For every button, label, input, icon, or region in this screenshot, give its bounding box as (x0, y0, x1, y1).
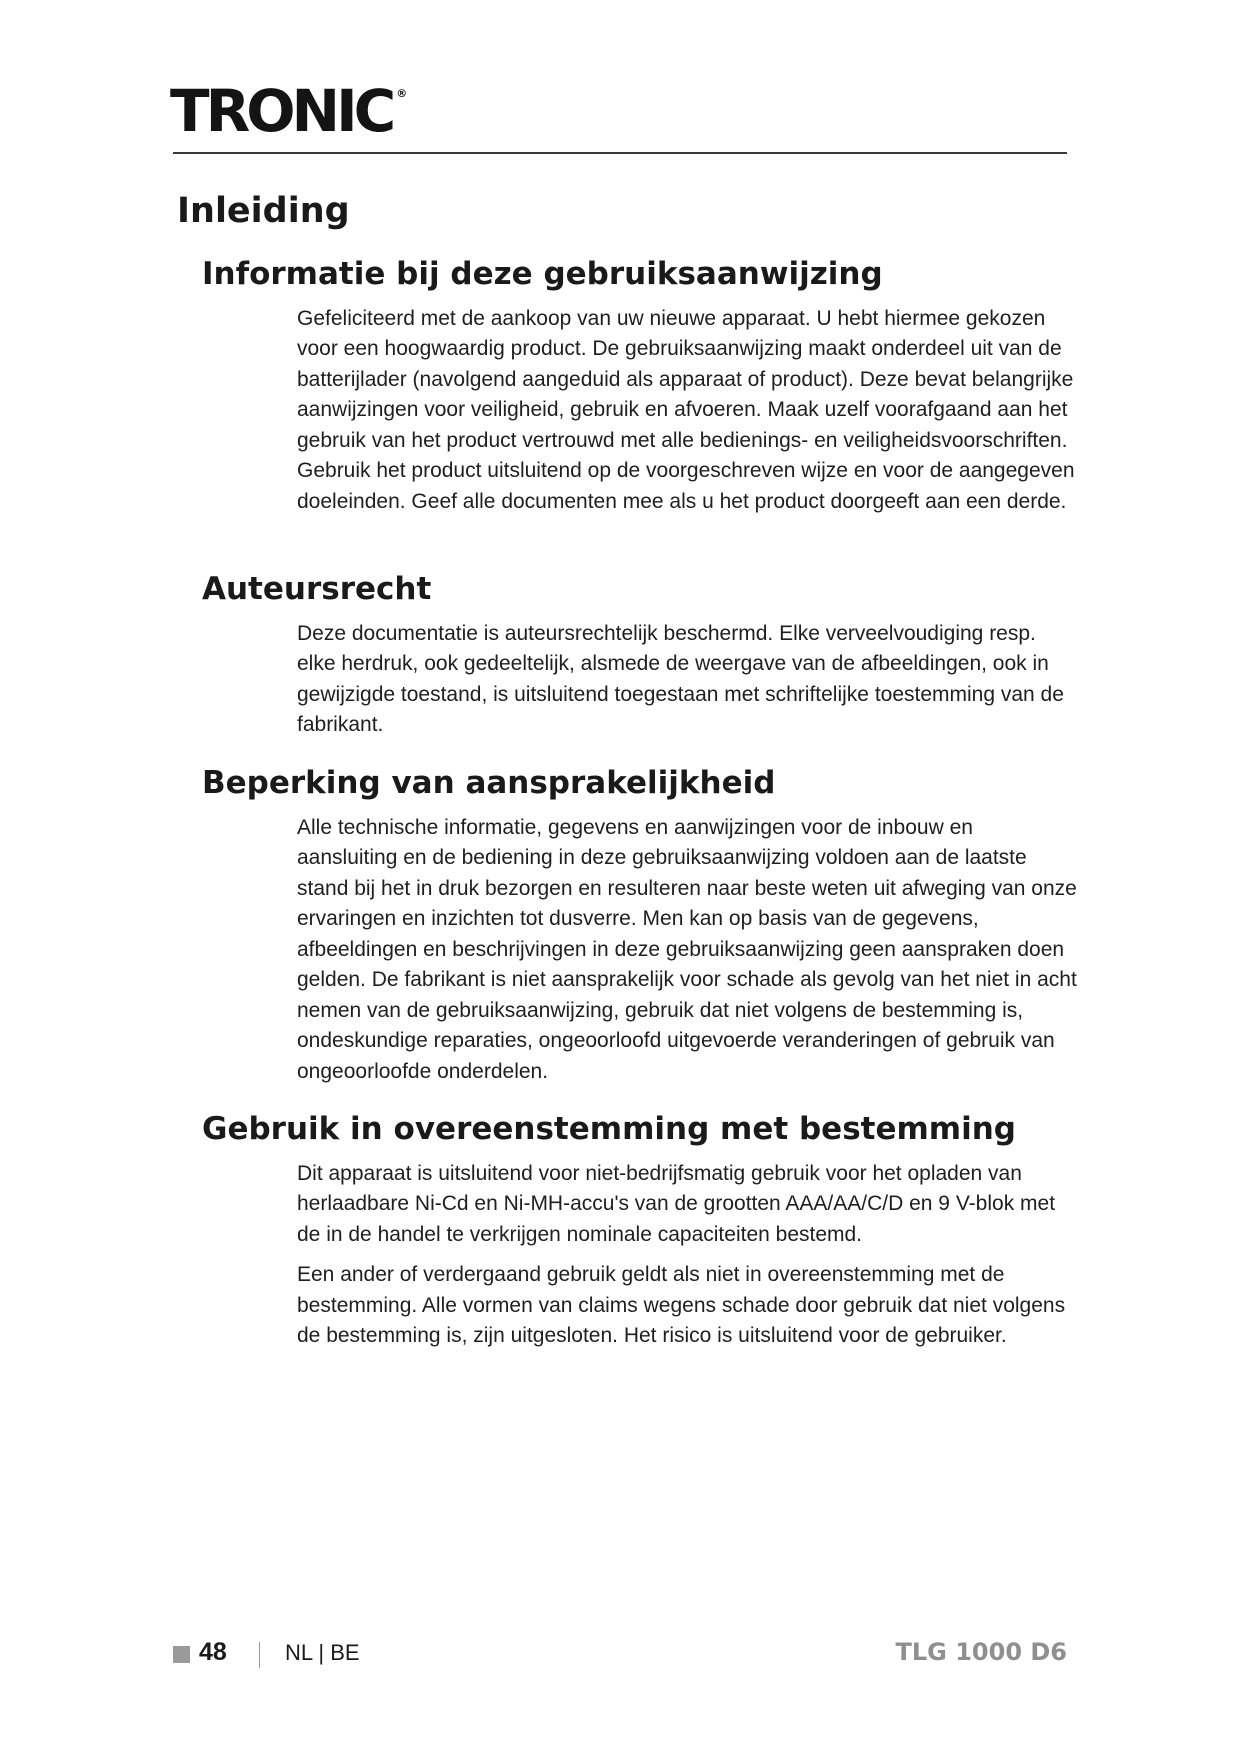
section-heading: Beperking van aansprakelijkheid (202, 765, 776, 801)
language-code: NL | BE (285, 1640, 360, 1665)
section-heading: Auteursrecht (202, 571, 432, 607)
section-liability (202, 764, 1082, 1097)
section-paragraph: Deze documentatie is auteursrechtelijk beschermd. Elke verveelvoudiging resp. elke herdruk, ook gedeeltelijk, alsmede de weergave van de afbeeldingen, ook in gewijzigde toestand, is uitsluitend toegestaan met schriftelijke toestemming van de fabrikant. (297, 621, 1064, 737)
section-paragraph: Alle technische informatie, gegevens en aanwijzingen voor de inbouw en aansluiting en de bediening in deze gebruiksaanwijzing voldoen aan de laatste stand bij het in druk bezorgen en resulteren naar beste weten uit afweging van onze ervaringen en inzichten tot dusverre. Men kan op basis van de gegevens, afbeeldingen en beschrijvingen in deze gebruiksaanwijzing geen aanspraken doen gelden. De fabrikant is niet aansprakelijk voor schade als gevolg van het niet in acht nemen van de gebruiksaanwijzing, gebruik dat niet volgens de bestemming is, ondeskundige reparaties, ongeoorloofd uitgevoerde veranderingen of gebruik van ongeoorloofde onderdelen. (297, 815, 1077, 1083)
page-number: 48 (199, 1638, 227, 1666)
section-paragraph: Gefeliciteerd met de aankoop van uw nieuwe apparaat. U hebt hiermee gekozen voor een hoogwaardig product. De gebruiksaanwijzing maakt onderdeel uit van de batterijlader (navolgend aangeduid als apparaat of product). Deze bevat belangrijke aanwijzingen voor veiligheid, gebruik en afvoeren. Maak uzelf voorafgaand aan het gebruik van het product vertrouwd met alle bedienings- en veiligheidsvoorschriften. Gebruik het product uitsluitend op de voorgeschreven wijze en voor de aangegeven doeleinden. Geef alle documenten mee als u het product doorgeeft aan een derde. (297, 306, 1075, 513)
section-copyright (202, 570, 1082, 751)
section-information (202, 255, 1082, 527)
brand-name: TRONIC (170, 77, 393, 145)
registered-mark: ® (396, 87, 408, 100)
brand-logo (170, 77, 408, 145)
section-paragraph: Een ander of verdergaand gebruik geldt als niet in overeenstemming met de bestemming. Alle vormen van claims wegens schade door gebruik dat niet volgens de bestemming is, zijn uitgesloten. Het risico is uitsluitend voor de gebruiker. (297, 1263, 1066, 1348)
page-title: Inleiding (177, 191, 350, 231)
page-footer (173, 1638, 1067, 1670)
section-heading: Gebruik in overeenstemming met bestemming (202, 1111, 1016, 1147)
model-number: TLG 1000 D6 (895, 1638, 1067, 1666)
header-divider (173, 152, 1067, 154)
square-marker-icon (173, 1646, 190, 1663)
section-intended-use (202, 1110, 1082, 1362)
section-heading: Informatie bij deze gebruiksaanwijzing (202, 256, 883, 292)
footer-divider (259, 1642, 260, 1668)
section-paragraph: Dit apparaat is uitsluitend voor niet-bedrijfsmatig gebruik voor het opladen van herlaadbare Ni-Cd en Ni-MH-accu's van de grootten AAA/AA/C/D en 9 V-blok met de in de handel te verkrijgen nominale capaciteiten bestemd. (297, 1161, 1056, 1246)
